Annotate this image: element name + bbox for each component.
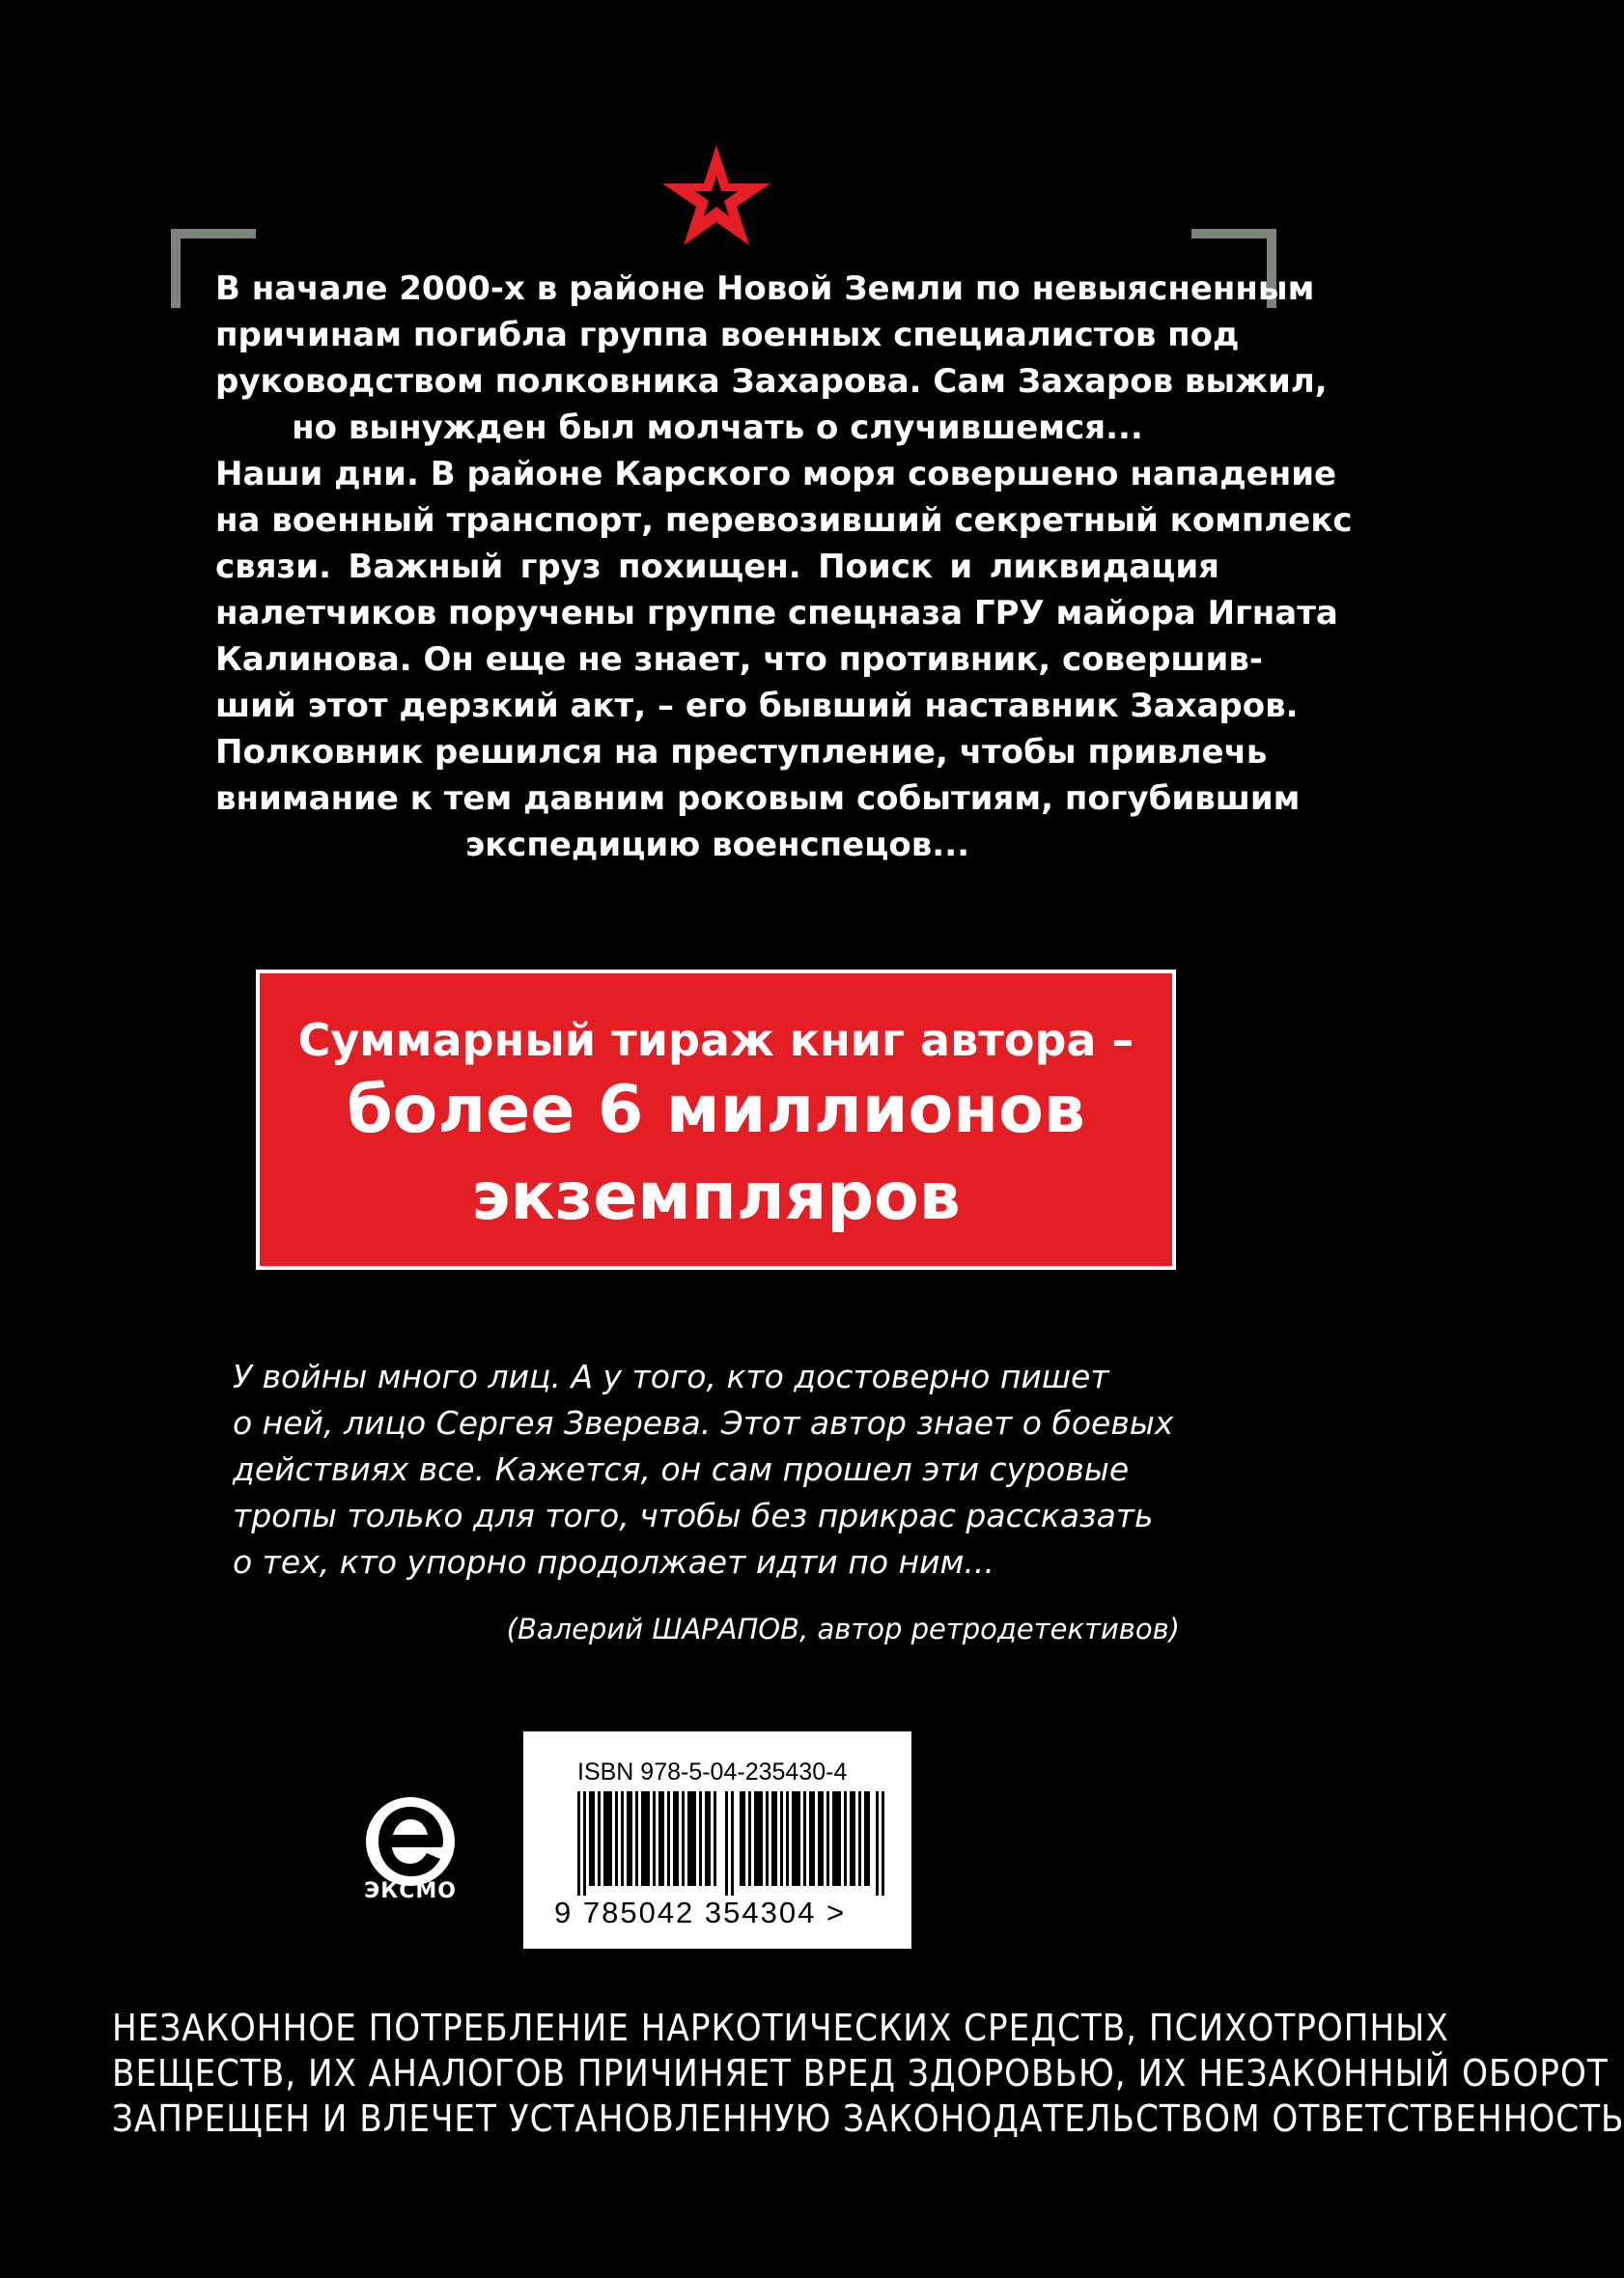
circulation-banner bbox=[256, 970, 1176, 1270]
quote-line: действиях все. Кажется, он сам прошел эти суровые bbox=[233, 1450, 1130, 1488]
blurb-line: причинам погибла группа военных специалистов под bbox=[215, 316, 1240, 354]
blurb-line: ший этот дерзкий акт, – его бывший наставник Захаров. bbox=[215, 687, 1299, 725]
quote-line: о ней, лицо Сергея Зверева. Этот автор знает о боевых bbox=[233, 1404, 1174, 1442]
publisher-name: ЭКСМО bbox=[364, 1879, 457, 1903]
blurb-line: связи. Важный груз похищен. Поиск и ликвидация bbox=[215, 548, 1219, 586]
blurb-line: руководством полковника Захарова. Сам Захаров выжил, bbox=[215, 362, 1328, 401]
blurb-line: налетчиков поручены группе спецназа ГРУ майора Игната bbox=[215, 594, 1338, 633]
red-star-icon bbox=[660, 143, 772, 247]
blurb-line: Калинова. Он еще не знает, что противник, совершив- bbox=[215, 640, 1263, 679]
quote-line: У войны много лиц. А у того, кто достоверно пишет bbox=[233, 1358, 1109, 1395]
quote-attribution: (Валерий ШАРАПОВ, автор ретродетективов) bbox=[506, 1613, 1180, 1645]
barcode-box bbox=[523, 1731, 911, 1949]
book-blurb bbox=[215, 266, 1353, 868]
blurb-line: но вынужден был молчать о случившемся... bbox=[292, 408, 1143, 447]
quote-line: о тех, кто упорно продолжает идти по ним... bbox=[233, 1543, 994, 1581]
barcode-digits: 9 785042 354304 > bbox=[554, 1896, 847, 1929]
blurb-line: внимание к тем давним роковым событиям, погубившим bbox=[215, 779, 1301, 818]
blurb-line: экспедицию военспецов... bbox=[464, 826, 970, 864]
blurb-line: В начале 2000-х в районе Новой Земли по невыясненным bbox=[215, 269, 1315, 308]
blurb-line: Полковник решился на преступление, чтобы привлечь bbox=[215, 733, 1268, 772]
review-quote bbox=[233, 1354, 1198, 1586]
blurb-line: Наши дни. В районе Карского моря совершено нападение bbox=[215, 455, 1337, 493]
banner-line-1: Суммарный тираж книг автора – bbox=[297, 1014, 1134, 1066]
warning-line: ВЕЩЕСТВ, ИХ АНАЛОГОВ ПРИЧИНЯЕТ ВРЕД ЗДОРОВЬЮ, ИХ НЕЗАКОННЫЙ ОБОРОТ bbox=[112, 2052, 1609, 2095]
warning-line: НЕЗАКОННОЕ ПОТРЕБЛЕНИЕ НАРКОТИЧЕСКИХ СРЕДСТВ, ПСИХОТРОПНЫХ bbox=[112, 2007, 1449, 2049]
banner-line-2: более 6 миллионов bbox=[347, 1072, 1085, 1148]
legal-warning bbox=[112, 2006, 1624, 2142]
isbn-number: ISBN 978-5-04-235430-4 bbox=[577, 1758, 848, 1786]
blurb-line: на военный транспорт, перевозивший секретный комплекс bbox=[215, 501, 1353, 540]
banner-line-3: экземпляров bbox=[471, 1159, 961, 1235]
barcode-icon bbox=[577, 1791, 884, 1896]
quote-line: тропы только для того, чтобы без прикрас рассказать bbox=[233, 1497, 1154, 1534]
warning-line: ЗАПРЕЩЕН И ВЛЕЧЕТ УСТАНОВЛЕННУЮ ЗАКОНОДАТЕЛЬСТВОМ ОТВЕТСТВЕННОСТЬ bbox=[112, 2097, 1624, 2140]
